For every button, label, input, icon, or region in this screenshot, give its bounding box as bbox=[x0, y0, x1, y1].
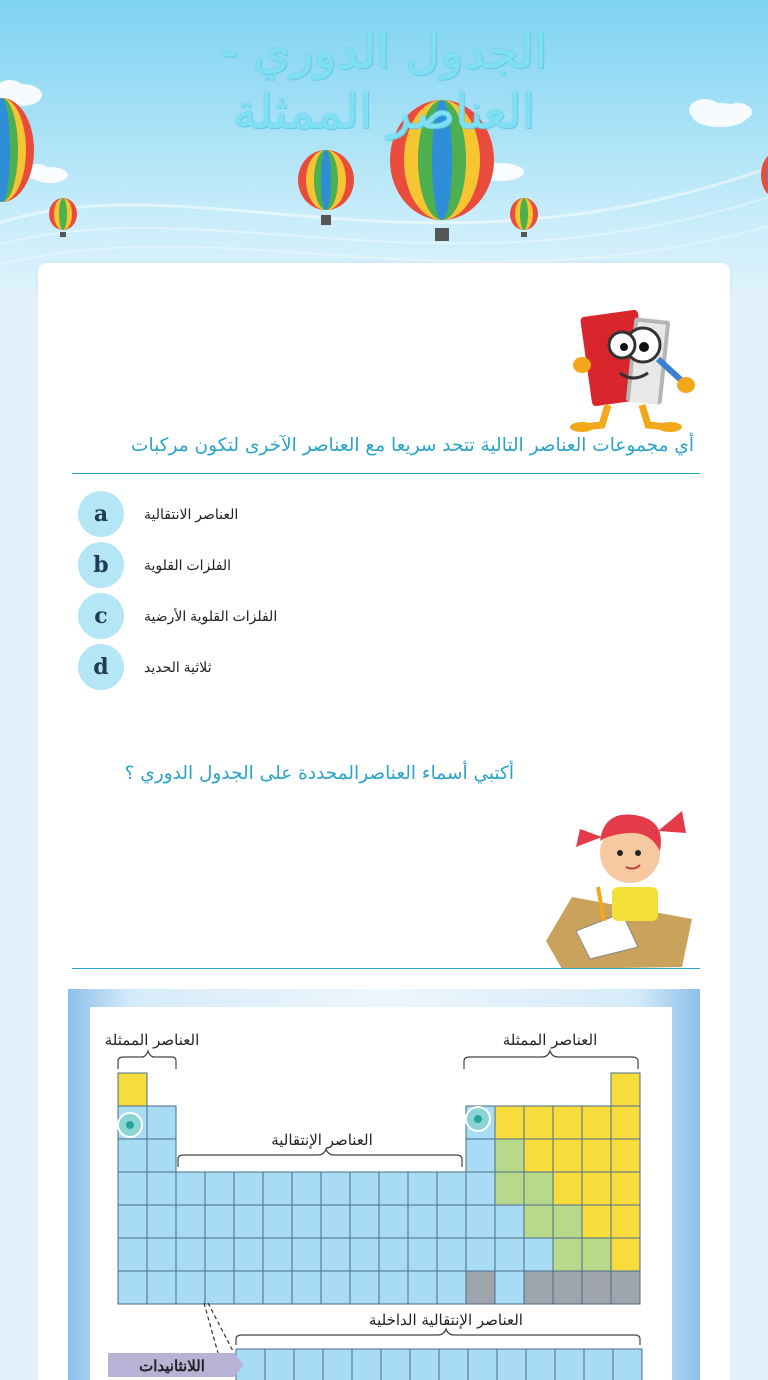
lanthanide-cell bbox=[294, 1349, 323, 1380]
element-cell bbox=[524, 1172, 553, 1205]
header-banner bbox=[0, 0, 768, 290]
option-label-c[interactable]: الفلزات القلوية الأرضية bbox=[144, 607, 278, 624]
lanthanide-cell bbox=[265, 1349, 294, 1380]
element-cell bbox=[553, 1271, 582, 1304]
element-cell bbox=[495, 1271, 524, 1304]
element-cell bbox=[582, 1238, 611, 1271]
element-cell bbox=[147, 1172, 176, 1205]
lanthanide-cell bbox=[497, 1349, 526, 1380]
element-cell bbox=[379, 1271, 408, 1304]
element-cell bbox=[234, 1271, 263, 1304]
element-cell bbox=[466, 1238, 495, 1271]
element-cell bbox=[379, 1172, 408, 1205]
girl-writing-icon bbox=[542, 801, 694, 971]
element-cell bbox=[118, 1139, 147, 1172]
element-cell bbox=[553, 1205, 582, 1238]
element-cell bbox=[118, 1271, 147, 1304]
element-cell bbox=[379, 1238, 408, 1271]
element-cell bbox=[147, 1271, 176, 1304]
lanthanide-cell bbox=[352, 1349, 381, 1380]
option-badge-d[interactable]: d bbox=[78, 644, 124, 690]
element-cell bbox=[582, 1106, 611, 1139]
element-cell bbox=[118, 1172, 147, 1205]
element-cell bbox=[147, 1205, 176, 1238]
element-cell bbox=[205, 1172, 234, 1205]
element-cell bbox=[611, 1271, 640, 1304]
element-cell bbox=[205, 1205, 234, 1238]
element-cell bbox=[118, 1205, 147, 1238]
element-cell bbox=[553, 1172, 582, 1205]
book-magnifier-icon bbox=[568, 293, 700, 435]
element-cell bbox=[611, 1106, 640, 1139]
element-cell bbox=[582, 1172, 611, 1205]
element-cell bbox=[263, 1238, 292, 1271]
page-title bbox=[0, 22, 768, 142]
periodic-table-image bbox=[68, 989, 700, 1380]
lanthanide-cell bbox=[468, 1349, 497, 1380]
option-label-b[interactable]: الفلزات القلوية bbox=[144, 556, 232, 573]
option-a[interactable] bbox=[78, 491, 478, 537]
option-badge-a[interactable]: a bbox=[78, 491, 124, 537]
element-cell bbox=[408, 1238, 437, 1271]
element-cell bbox=[437, 1172, 466, 1205]
element-cell bbox=[234, 1238, 263, 1271]
element-cell bbox=[611, 1139, 640, 1172]
lanthanide-cell bbox=[526, 1349, 555, 1380]
element-cell bbox=[118, 1238, 147, 1271]
option-b[interactable] bbox=[78, 542, 478, 588]
title-line-2: العناصر الممثلة bbox=[232, 84, 536, 140]
title-line-1: الجدول الدوري - bbox=[220, 24, 548, 80]
element-cell bbox=[292, 1271, 321, 1304]
element-cell bbox=[437, 1238, 466, 1271]
lanthanide-cell bbox=[613, 1349, 642, 1380]
label-transition: العناصر الإنتقالية bbox=[271, 1131, 373, 1149]
label-representative-right: العناصر الممثلة bbox=[502, 1031, 598, 1049]
lanthanide-cell bbox=[584, 1349, 613, 1380]
element-cell bbox=[205, 1238, 234, 1271]
element-cell bbox=[495, 1139, 524, 1172]
element-cell bbox=[524, 1271, 553, 1304]
option-label-d[interactable]: ثلاثية الحديد bbox=[144, 658, 212, 675]
question-1-text: أي مجموعات العناصر التالية تتحد سريعا مع العناصر الآخرى لتكون مركبات bbox=[131, 435, 694, 456]
element-cell bbox=[263, 1271, 292, 1304]
element-cell bbox=[582, 1271, 611, 1304]
element-cell bbox=[292, 1205, 321, 1238]
element-cell bbox=[582, 1205, 611, 1238]
element-cell bbox=[466, 1271, 495, 1304]
label-inner-transition: العناصر الإنتقالية الداخلية bbox=[369, 1311, 523, 1329]
question-2-text: أكتبي أسماء العناصرالمحددة على الجدول الدوري ؟ bbox=[124, 763, 514, 784]
element-cell bbox=[495, 1106, 524, 1139]
element-cell bbox=[234, 1172, 263, 1205]
lanthanide-cell bbox=[439, 1349, 468, 1380]
element-cell bbox=[263, 1172, 292, 1205]
label-lanthanides: اللانثانيدات bbox=[139, 1357, 205, 1375]
element-cell bbox=[611, 1205, 640, 1238]
option-d[interactable] bbox=[78, 644, 478, 690]
element-cell bbox=[350, 1172, 379, 1205]
element-cell bbox=[611, 1238, 640, 1271]
element-cell bbox=[176, 1238, 205, 1271]
element-cell bbox=[147, 1238, 176, 1271]
label-representative-left: العناصر الممثلة bbox=[104, 1031, 200, 1049]
element-cell bbox=[292, 1172, 321, 1205]
element-cell bbox=[321, 1271, 350, 1304]
option-badge-c[interactable]: c bbox=[78, 593, 124, 639]
worksheet-card bbox=[38, 263, 730, 1380]
element-cell bbox=[466, 1139, 495, 1172]
element-cell bbox=[176, 1205, 205, 1238]
hotspot-marker-left[interactable] bbox=[118, 1113, 142, 1137]
element-cell bbox=[553, 1139, 582, 1172]
element-cell bbox=[408, 1172, 437, 1205]
element-cell bbox=[524, 1238, 553, 1271]
element-cell bbox=[408, 1271, 437, 1304]
hotspot-marker-right[interactable] bbox=[466, 1107, 490, 1131]
element-cell bbox=[524, 1205, 553, 1238]
element-cell bbox=[147, 1139, 176, 1172]
element-cell bbox=[466, 1205, 495, 1238]
question-1-divider bbox=[72, 473, 700, 474]
option-c[interactable] bbox=[78, 593, 478, 639]
element-cell bbox=[350, 1271, 379, 1304]
lanthanide-cell bbox=[555, 1349, 584, 1380]
element-cell bbox=[350, 1205, 379, 1238]
element-cell bbox=[234, 1205, 263, 1238]
element-cell bbox=[524, 1106, 553, 1139]
option-badge-b[interactable]: b bbox=[78, 542, 124, 588]
element-cell bbox=[495, 1172, 524, 1205]
element-cell bbox=[321, 1205, 350, 1238]
element-cell bbox=[263, 1205, 292, 1238]
periodic-table-diagram bbox=[68, 989, 700, 1380]
element-cell bbox=[611, 1073, 640, 1106]
element-cell bbox=[495, 1238, 524, 1271]
element-cell bbox=[437, 1271, 466, 1304]
lanthanide-cell bbox=[323, 1349, 352, 1380]
element-cell bbox=[292, 1238, 321, 1271]
element-cell bbox=[553, 1106, 582, 1139]
element-cell bbox=[408, 1205, 437, 1238]
element-cell bbox=[466, 1172, 495, 1205]
question-2-divider bbox=[72, 968, 700, 969]
element-cell bbox=[147, 1106, 176, 1139]
lanthanide-cell bbox=[381, 1349, 410, 1380]
element-cell bbox=[176, 1172, 205, 1205]
element-cell bbox=[350, 1238, 379, 1271]
element-cell bbox=[321, 1238, 350, 1271]
element-cell bbox=[205, 1271, 234, 1304]
element-cell bbox=[118, 1073, 147, 1106]
element-cell bbox=[321, 1172, 350, 1205]
element-cell bbox=[611, 1172, 640, 1205]
element-cell bbox=[553, 1238, 582, 1271]
element-cell bbox=[582, 1139, 611, 1172]
element-cell bbox=[437, 1205, 466, 1238]
element-cell bbox=[176, 1271, 205, 1304]
element-cell bbox=[379, 1205, 408, 1238]
element-cell bbox=[524, 1139, 553, 1172]
lanthanide-cell bbox=[410, 1349, 439, 1380]
element-cell bbox=[495, 1205, 524, 1238]
option-label-a[interactable]: العناصر الانتقالية bbox=[144, 505, 239, 522]
